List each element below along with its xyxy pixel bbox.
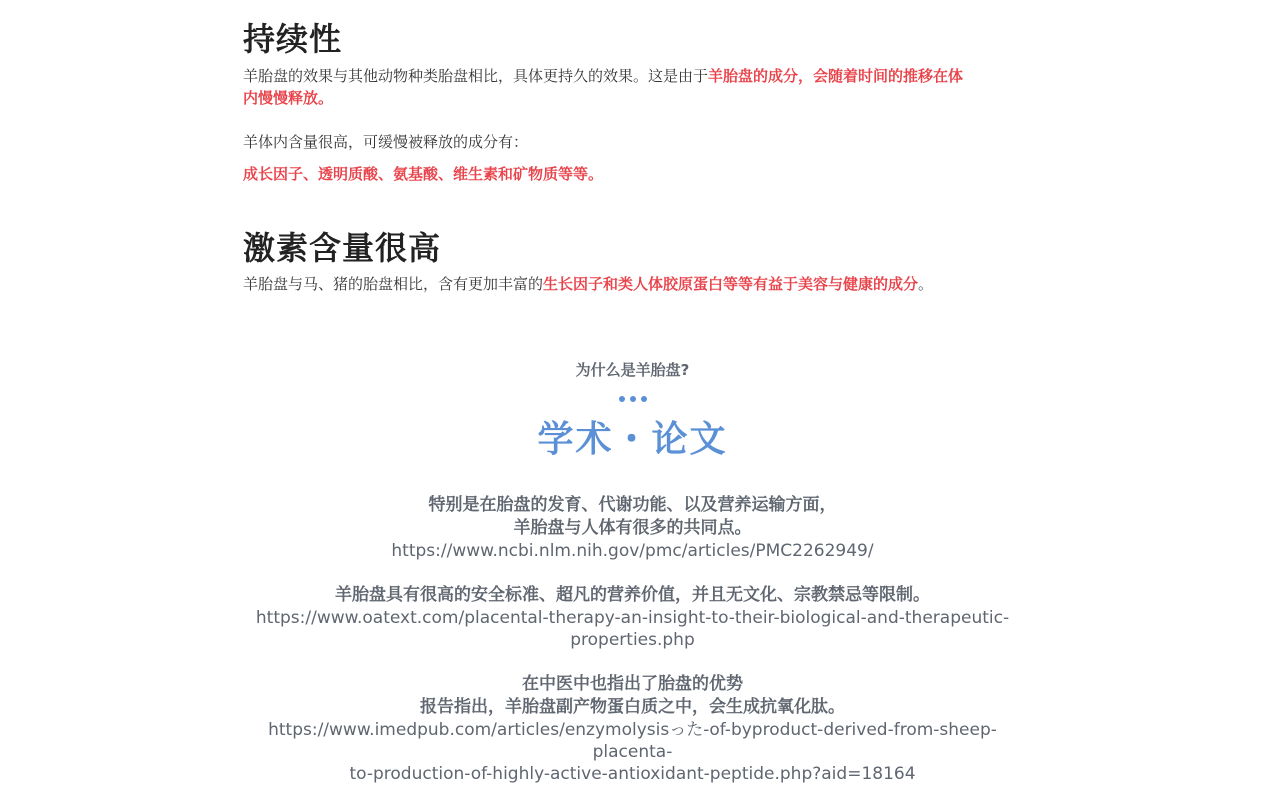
persistence-highlight-2: 内慢慢释放。	[243, 89, 334, 107]
reference-item	[200, 584, 1065, 651]
reference-item	[200, 673, 1065, 785]
components-list: 成长因子、透明质酸、氨基酸、维生素和矿物质等等。	[243, 165, 604, 183]
persistence-highlight: 羊胎盘的成分，会随着时间的推移在体	[708, 67, 964, 85]
components-intro: 羊体内含量很高，可缓慢被释放的成分有：	[243, 133, 529, 151]
persistence-paragraph	[243, 65, 1033, 109]
reference-url[interactable]: https://www.imedpub.com/articles/enzymolysisった-of-byproduct-derived-from-sheep-placenta-	[268, 720, 997, 762]
hormone-text-end: 。	[918, 275, 934, 293]
article-body	[243, 18, 1033, 295]
reference-claim: 羊胎盘具有很高的安全标准、超凡的营养价值，并且无文化、宗教禁忌等限制。	[335, 585, 930, 605]
ellipsis-dots-icon	[619, 396, 647, 402]
hormone-paragraph	[243, 273, 1033, 295]
dot-icon	[630, 396, 636, 402]
hormone-text: 羊胎盘与马、猪的胎盘相比，含有更加丰富的	[243, 275, 544, 293]
dot-icon	[641, 396, 647, 402]
dot-icon	[619, 396, 625, 402]
reference-url[interactable]: https://www.oatext.com/placental-therapy-an-insight-to-their-biological-and-therapeutic-	[255, 608, 1010, 628]
reference-url[interactable]: to-production-of-highly-active-antioxidant-peptide.php?aid=18164	[349, 764, 916, 784]
reference-claim: 羊胎盘与人体有很多的共同点。	[513, 518, 752, 538]
reference-claim: 在中医中也指出了胎盘的优势	[522, 674, 743, 694]
reference-claim: 特别是在胎盘的发育、代谢功能、以及营养运输方面，	[428, 495, 837, 515]
heading-persistence: 持续性	[243, 20, 343, 58]
reference-claim: 报告指出，羊胎盘副产物蛋白质之中，会生成抗氧化肽。	[420, 697, 845, 717]
persistence-text: 羊胎盘的效果与其他动物种类胎盘相比，具体更持久的效果。这是由于	[243, 67, 709, 85]
reference-item	[200, 494, 1065, 562]
section-title: 学术・论文	[537, 419, 728, 460]
section-subtitle: 为什么是羊胎盘?	[575, 361, 690, 379]
heading-hormone: 激素含量很高	[243, 229, 442, 267]
academic-section	[200, 358, 1065, 785]
hormone-highlight: 生长因子和类人体胶原蛋白等等有益于美容与健康的成分	[543, 275, 919, 293]
reference-url[interactable]: properties.php	[570, 630, 695, 650]
reference-url[interactable]: https://www.ncbi.nlm.nih.gov/pmc/articles/PMC2262949/	[391, 541, 874, 561]
